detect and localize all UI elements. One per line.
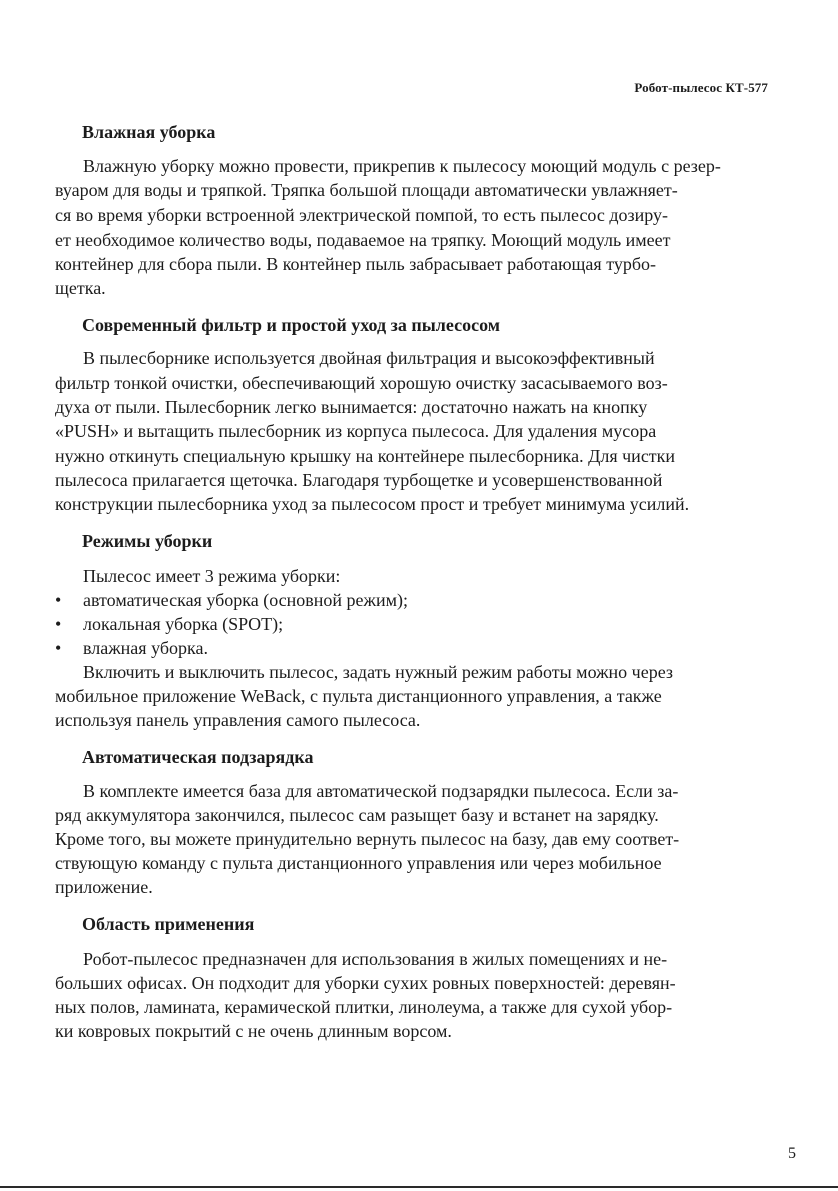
paragraph-line: ет необходимое количество воды, подаваемое на тряпку. Моющий модуль имеет [55, 230, 671, 250]
section-heading-filter: Современный фильтр и простой уход за пылесосом [82, 315, 500, 335]
paragraph-line: Включить и выключить пылесос, задать нужный режим работы можно через [83, 662, 674, 682]
paragraph-line: «PUSH» и вытащить пылесборник из корпуса пылесоса. Для удаления мусора [55, 421, 657, 441]
paragraph-line: Робот-пылесос предназначен для использования в жилых помещениях и не- [83, 949, 668, 969]
list-item: влажная уборка. [83, 638, 208, 658]
list-item: локальная уборка (SPOT); [83, 614, 284, 634]
list-item: автоматическая уборка (основной режим); [83, 590, 408, 610]
paragraph-line: Влажную уборку можно провести, прикрепив к пылесосу моющий модуль с резер- [83, 156, 721, 176]
paragraph-line: используя панель управления самого пылесоса. [55, 710, 421, 730]
paragraph-line: контейнер для сбора пыли. В контейнер пыль забрасывает работающая турбо- [55, 254, 656, 274]
paragraph-line: нужно откинуть специальную крышку на контейнере пылесборника. Для чистки [55, 446, 676, 466]
page-number: 5 [788, 1145, 796, 1162]
paragraph-line: ся во время уборки встроенной электрической помпой, то есть пылесос дозиру- [55, 205, 669, 225]
paragraph-line: ствующую команду с пульта дистанционного управления или через мобильное [55, 853, 662, 873]
paragraph-line: конструкции пылесборника уход за пылесосом прост и требует минимума усилий. [55, 494, 690, 514]
paragraph-line: больших офисах. Он подходит для уборки сухих ровных поверхностей: деревян- [55, 973, 676, 993]
paragraph-line: фильтр тонкой очистки, обеспечивающий хорошую очистку засасываемого воз- [55, 373, 668, 393]
paragraph-line: вуаром для воды и тряпкой. Тряпка большой площади автоматически увлажняет- [55, 180, 678, 200]
paragraph-line: духа от пыли. Пылесборник легко вынимается: достаточно нажать на кнопку [55, 397, 648, 417]
paragraph-line: Пылесос имеет 3 режима уборки: [83, 566, 341, 586]
paragraph-line: ных полов, ламината, керамической плитки, линолеума, а также для сухой убор- [55, 997, 673, 1017]
paragraph-line: щетка. [55, 278, 106, 298]
bottom-rule [0, 1186, 838, 1188]
section-heading-application-area: Область применения [82, 914, 255, 934]
paragraph-line: Кроме того, вы можете принудительно вернуть пылесос на базу, дав ему соответ- [55, 829, 680, 849]
section-heading-wet-cleaning: Влажная уборка [82, 122, 216, 142]
paragraph-line: приложение. [55, 877, 153, 897]
running-head: Робот-пылесос КТ-577 [634, 80, 768, 95]
paragraph-line: В пылесборнике используется двойная фильтрация и высокоэффективный [83, 348, 655, 368]
bullet-marker: • [55, 614, 62, 634]
paragraph-line: ки ковровых покрытий с не очень длинным ворсом. [55, 1021, 452, 1041]
paragraph-line: ряд аккумулятора закончился, пылесос сам разыщет базу и встанет на зарядку. [55, 805, 659, 825]
paragraph-line: мобильное приложение WeBack, с пульта дистанционного управления, а также [55, 686, 662, 706]
section-heading-auto-charging: Автоматическая подзарядка [82, 747, 314, 767]
paragraph-line: пылесоса прилагается щеточка. Благодаря турбощетке и усовершенствованной [55, 470, 663, 490]
paragraph-line: В комплекте имеется база для автоматической подзарядки пылесоса. Если за- [83, 781, 679, 801]
bullet-marker: • [55, 638, 62, 658]
section-heading-cleaning-modes: Режимы уборки [82, 531, 213, 551]
bullet-marker: • [55, 590, 62, 610]
